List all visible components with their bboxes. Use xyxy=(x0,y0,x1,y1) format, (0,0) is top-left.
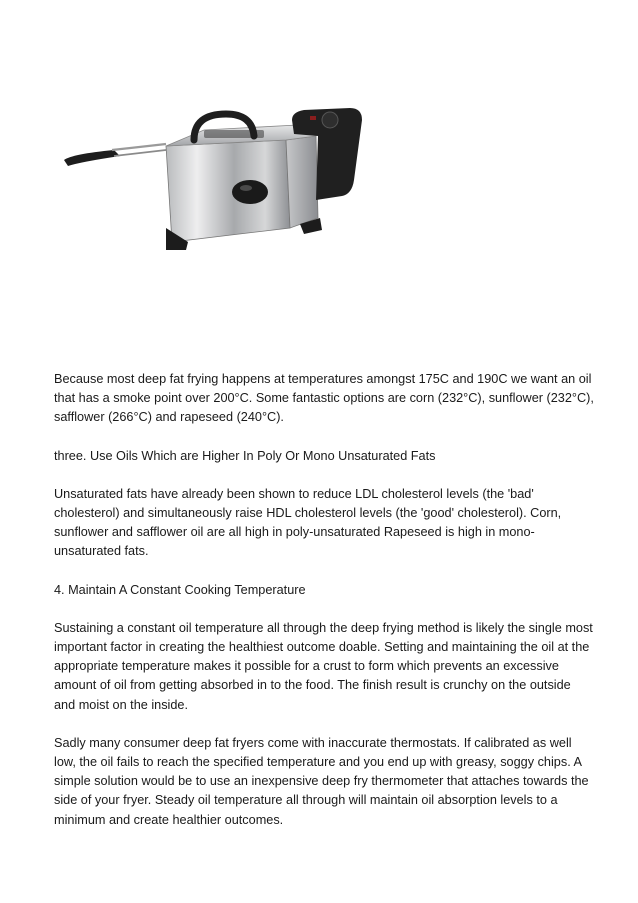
paragraph-thermostats: Sadly many consumer deep fat fryers come with inaccurate thermostats. If calibrated as well low, the oil fails to reach the specified temperature and you end up with greasy, soggy chips. A simple solution would be to use an inexpensive deep fry thermometer that attaches towards the side of your fryer. Steady oil temperature all through will maintain oil absorption levels to a minimum and create healthier outcomes. xyxy=(54,735,589,827)
paragraph-constant-temperature: Sustaining a constant oil temperature all through the deep frying method is likely the single most important factor in creating the healthiest outcome doable. Setting and maintaining the oil at the appropriate temperature makes it possible for a crust to form which prevents an excessive amount of oil from getting absorbed in to the food. The finish result is crunchy on the outside and moist on the inside. xyxy=(54,620,593,712)
heading-constant-temperature: 4. Maintain A Constant Cooking Temperature xyxy=(54,582,306,597)
paragraph-unsaturated-fats: Unsaturated fats have already been shown to reduce LDL cholesterol levels (the 'bad' cholesterol) and simultaneously raise HDL cholesterol levels (the 'good' cholesterol). Corn, sunflower and safflower oil are all high in poly-unsaturated Rapeseed is high in mono-unsaturated fats. xyxy=(54,486,562,559)
heading-unsaturated-fats: three. Use Oils Which are Higher In Poly Or Mono Unsaturated Fats xyxy=(54,448,436,463)
deep-fryer-photo xyxy=(54,100,374,275)
article-text xyxy=(54,370,594,849)
paragraph-oil-smoke-point: Because most deep fat frying happens at temperatures amongst 175C and 190C we want an oil that has a smoke point over 200°C. Some fantastic options are corn (232°C), sunflower (232°C), safflower (266°C) and rapeseed (240°C). xyxy=(54,372,594,425)
